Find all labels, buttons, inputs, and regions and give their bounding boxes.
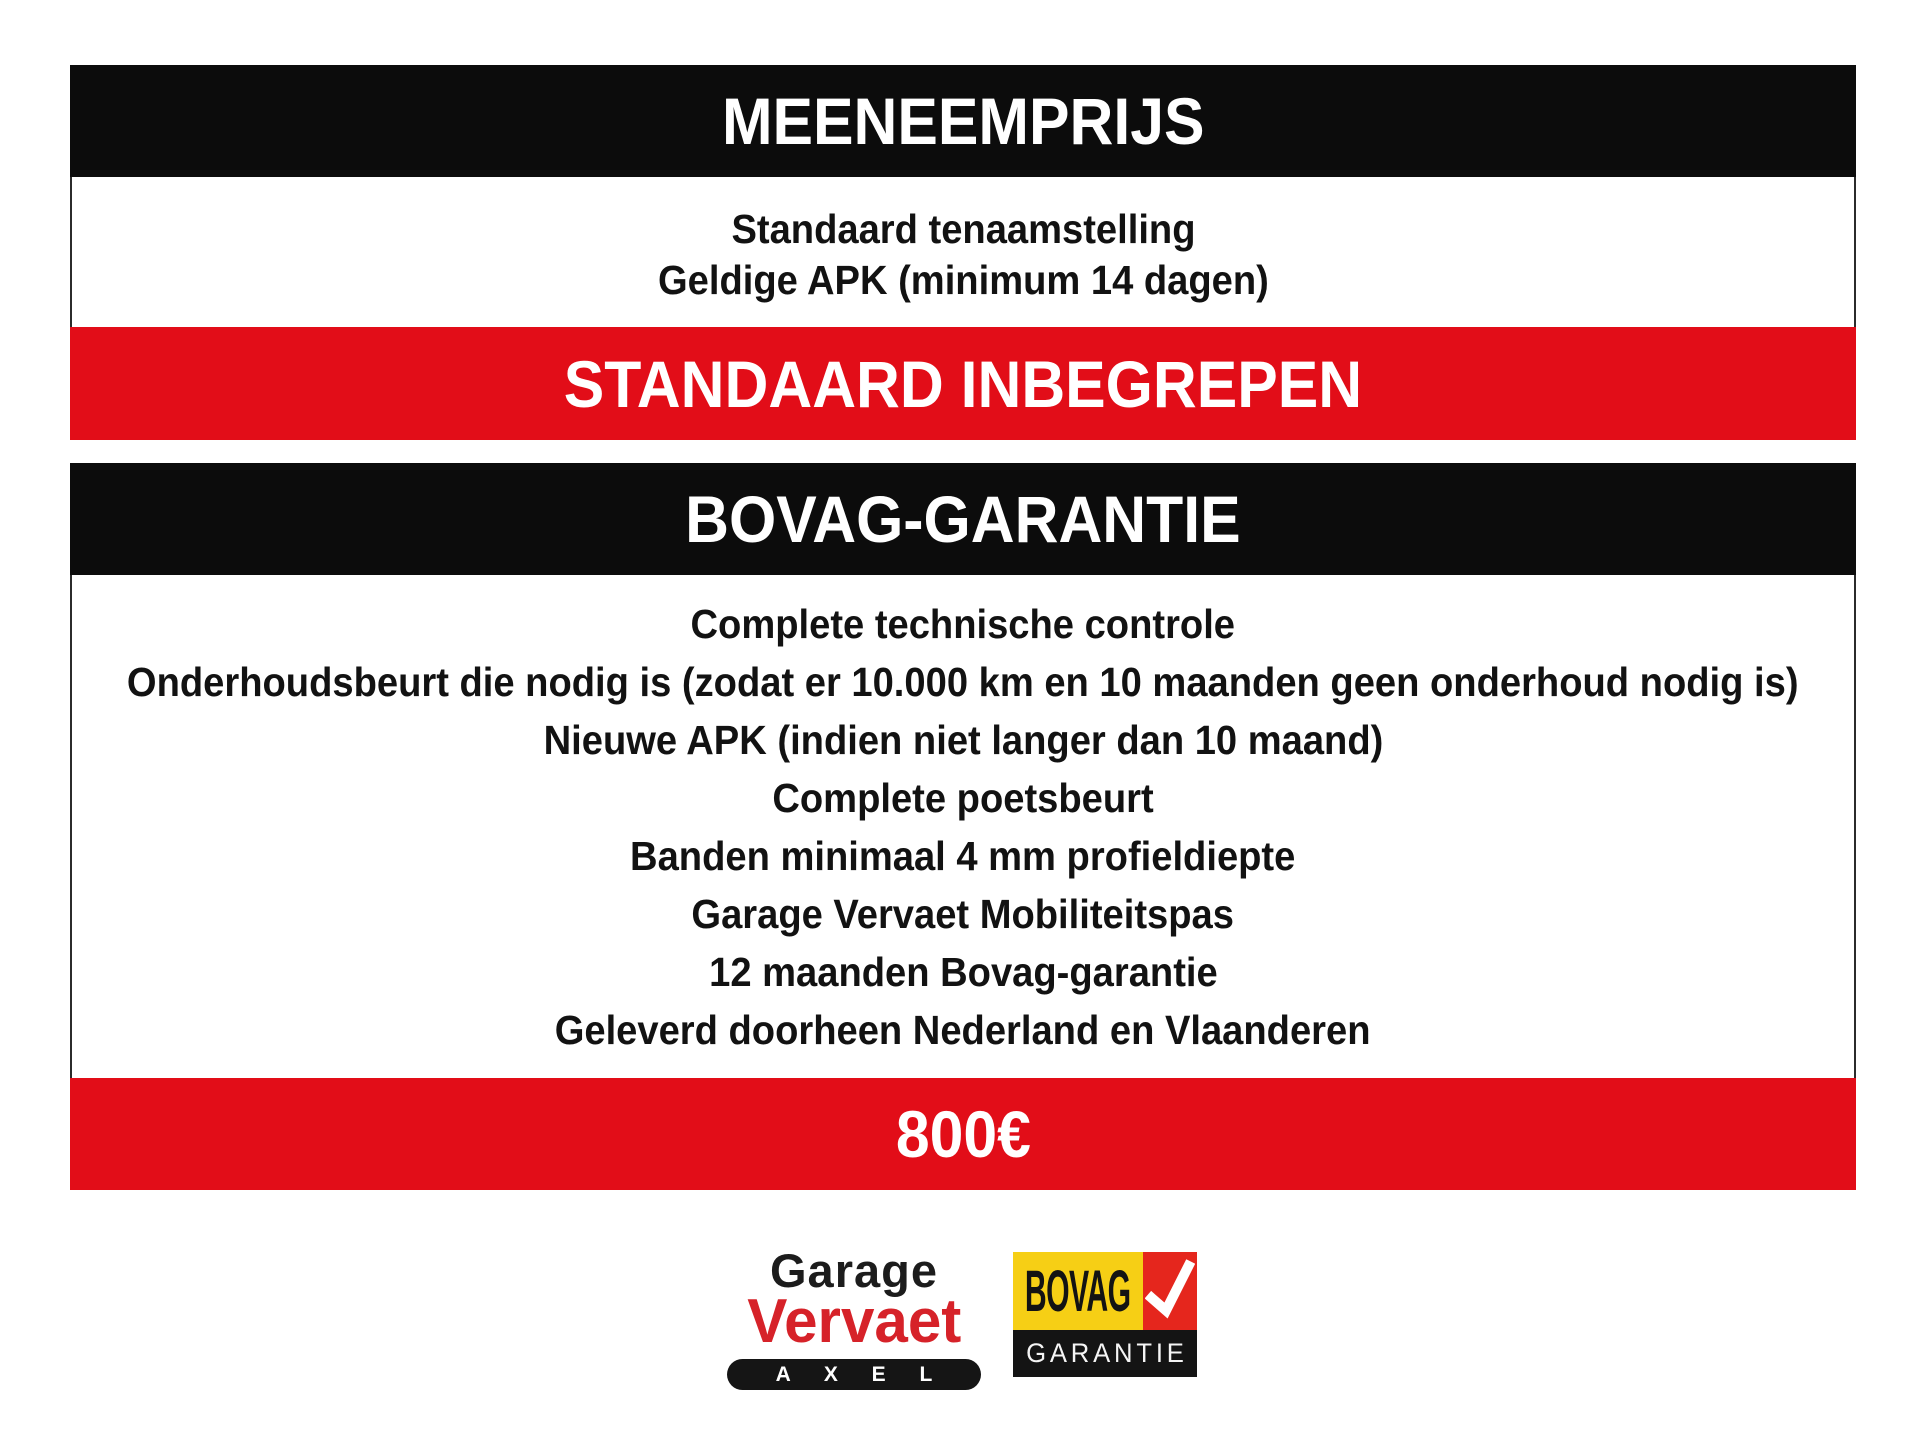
bovag-logo-garantie-text: GARANTIE — [1026, 1338, 1188, 1368]
bovag-line: Complete poetsbeurt — [772, 774, 1154, 821]
vervaet-logo-name-text: Vervaet — [746, 1287, 962, 1356]
standaard-inbegrepen-banner — [70, 327, 1856, 440]
bovag-logo-yellow-panel — [1013, 1252, 1143, 1330]
price-label: 800€ — [895, 1097, 1031, 1171]
meeneemprijs-header-bar — [70, 65, 1856, 177]
bovag-line: Banden minimaal 4 mm profieldiepte — [630, 832, 1296, 879]
bovag-logo-red-panel — [1143, 1252, 1197, 1330]
bovag-garantie-title: BOVAG-GARANTIE — [685, 482, 1241, 556]
bovag-garantie-header-bar — [70, 463, 1856, 575]
bovag-logo-word: BOVAG — [1025, 1258, 1131, 1324]
meeneemprijs-line: Standaard tenaamstelling — [730, 206, 1196, 252]
vervaet-logo-axel-badge: A X E L — [727, 1359, 981, 1390]
bovag-line: 12 maanden Bovag-garantie — [708, 948, 1218, 995]
vervaet-logo-garage-text: Garage — [770, 1244, 938, 1297]
standaard-inbegrepen-label: STANDAARD INBEGREPEN — [563, 346, 1363, 421]
meeneemprijs-line: Geldige APK (minimum 14 dagen) — [657, 257, 1269, 303]
meeneemprijs-title: MEENEEMPRIJS — [721, 84, 1205, 158]
bovag-line: Geleverd doorheen Nederland en Vlaanderen — [555, 1006, 1371, 1053]
bovag-line: Garage Vervaet Mobiliteitspas — [691, 890, 1235, 937]
bovag-garantie-logo — [1013, 1252, 1197, 1377]
meeneemprijs-body — [70, 177, 1856, 330]
bovag-logo-bottom — [1013, 1330, 1197, 1377]
garage-vervaet-logo — [725, 1244, 983, 1390]
bovag-line: Complete technische controle — [690, 600, 1236, 647]
price-banner — [70, 1078, 1856, 1190]
bovag-logo-top — [1013, 1252, 1197, 1330]
bovag-line: Onderhoudsbeurt die nodig is (zodat er 10.000 km en 10 maanden geen onderhoud nodig is) — [127, 658, 1799, 705]
check-icon — [1145, 1258, 1195, 1324]
bovag-garantie-body — [70, 575, 1856, 1078]
bovag-line: Nieuwe APK (indien niet langer dan 10 maand) — [543, 716, 1383, 763]
